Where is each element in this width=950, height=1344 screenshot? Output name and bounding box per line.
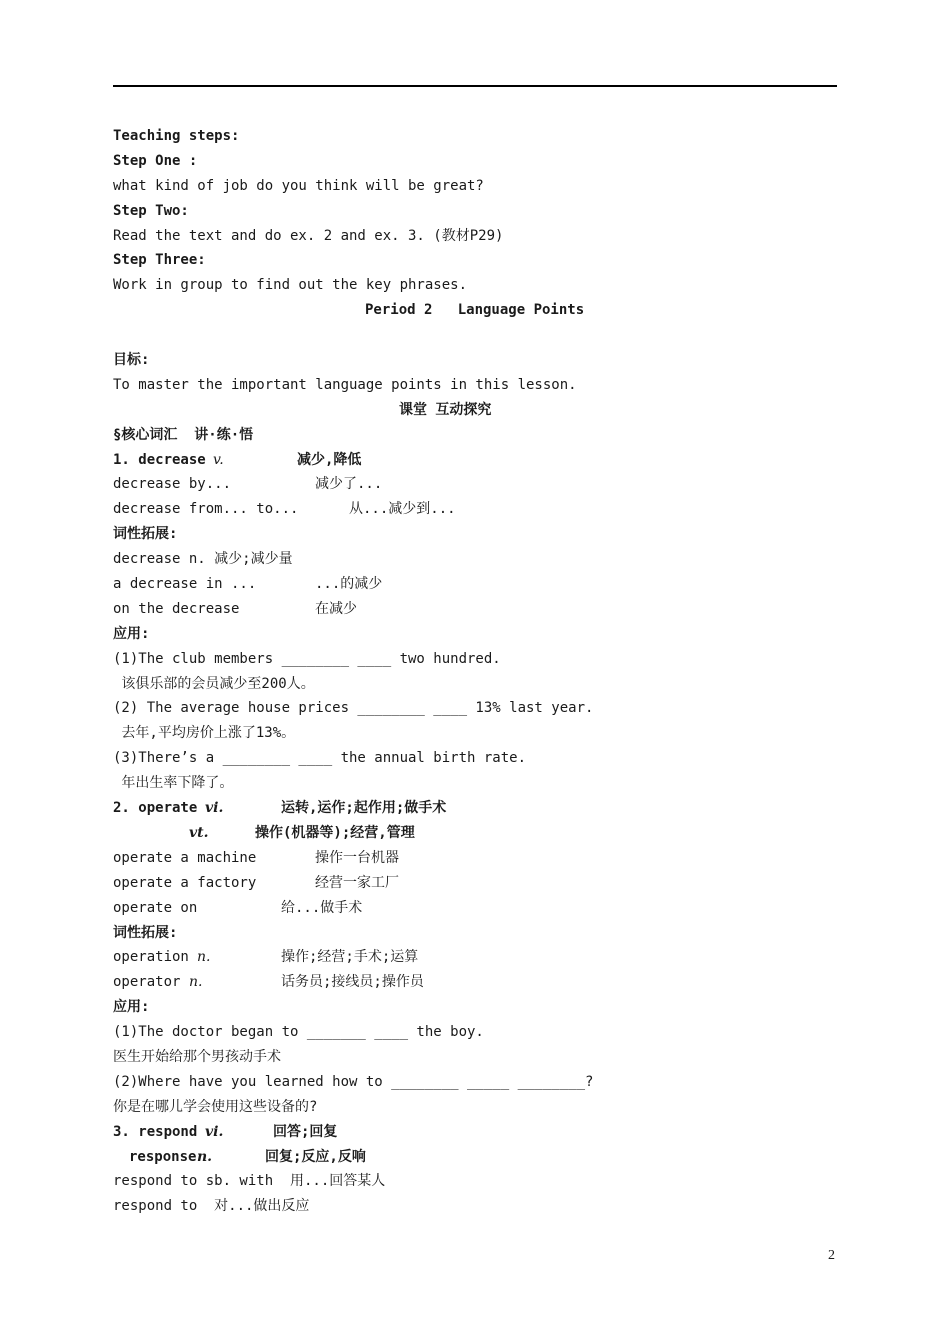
phrase-row	[113, 472, 853, 497]
phrase-cn: 减少了...	[315, 476, 383, 493]
step-one-text: what kind of job do you think will be great?	[113, 177, 484, 194]
phrase-row	[113, 597, 853, 622]
phrase-pos: n.	[197, 949, 211, 966]
phrase-line: respond to 对...做出反应	[113, 1198, 310, 1215]
phrase-row	[113, 871, 853, 896]
phrase-en: operator	[113, 974, 181, 991]
exercise-translation: 该俱乐部的会员减少至200人。	[113, 675, 315, 692]
phrase-cn: 在减少	[315, 600, 357, 617]
period-title: Period 2 Language Points	[365, 302, 585, 319]
phrase-en: decrease from... to...	[113, 501, 299, 518]
section-title: 课堂 互动探究	[399, 401, 492, 418]
step-two-label: Step Two:	[113, 202, 189, 219]
phrase-en: decrease by...	[113, 476, 232, 493]
step-three-label: Step Three:	[113, 252, 206, 269]
exercise-line: (2) The average house prices ________ ____ 13% last year.	[113, 700, 594, 717]
phrase-cn: 操作;经营;手术;运算	[281, 949, 419, 966]
phrase-cn: 话务员;接线员;操作员	[281, 974, 424, 991]
phrase-cn: ...的减少	[315, 576, 383, 593]
exercise-translation: 医生开始给那个男孩动手术	[113, 1048, 281, 1065]
phrase-row	[113, 497, 853, 522]
phrase-en: a decrease in ...	[113, 576, 257, 593]
page-number: 2	[828, 1248, 835, 1263]
phrase-row	[113, 970, 853, 995]
teaching-steps-heading: Teaching steps:	[113, 128, 240, 144]
phrase-line: respond to sb. with 用...回答某人	[113, 1173, 386, 1190]
phrase-row	[113, 945, 853, 970]
exercise-line: (3)There’s a ________ ____ the annual birth rate.	[113, 750, 527, 767]
step-three-text: Work in group to find out the key phrases.	[113, 277, 468, 294]
document-body	[113, 124, 853, 1219]
word-operate-meaning2: 操作(机器等);经营,管理	[255, 824, 415, 841]
word-decrease-meaning: 减少,降低	[297, 451, 362, 468]
extension-line: decrease n. 减少;减少量	[113, 551, 293, 568]
exercise-translation: 去年,平均房价上涨了13%。	[113, 725, 296, 742]
phrase-en: operate a machine	[113, 849, 257, 866]
phrase-cn: 从...减少到...	[349, 501, 456, 518]
word-decrease-pos: v.	[213, 451, 224, 468]
word-response-meaning: 回复;反应,反响	[265, 1148, 366, 1165]
application-label: 应用:	[113, 625, 150, 642]
exercise-line: (2)Where have you learned how to ________ _____ ________?	[113, 1073, 594, 1090]
extension-label: 词性拓展:	[113, 924, 178, 941]
word-operate-pos2: vt.	[189, 824, 209, 841]
word-response-pos: n.	[197, 1148, 213, 1165]
word-operate-heading	[113, 796, 853, 821]
phrase-en: operate a factory	[113, 874, 257, 891]
exercise-translation: 年出生率下降了。	[113, 775, 234, 792]
word-operate-pos: vi.	[205, 800, 224, 817]
step-one-label: Step One :	[113, 152, 198, 169]
application-label: 应用:	[113, 999, 150, 1016]
word-operate-vt	[113, 821, 853, 846]
extension-label: 词性拓展:	[113, 526, 178, 543]
word-respond: 3. respond	[113, 1123, 198, 1140]
phrase-cn: 经营一家工厂	[315, 874, 399, 891]
word-respond-meaning: 回答;回复	[273, 1123, 338, 1140]
phrase-row	[113, 846, 853, 871]
phrase-cn: 给...做手术	[281, 899, 363, 916]
phrase-en: operation	[113, 949, 189, 966]
exercise-line: (1)The doctor began to _______ ____ the boy.	[113, 1024, 484, 1041]
blank-line	[113, 323, 853, 348]
section-subtitle: §核心词汇 讲·练·悟	[113, 426, 254, 443]
header-rule	[113, 85, 837, 87]
phrase-pos: n.	[189, 974, 203, 991]
word-decrease: 1. decrease	[113, 451, 206, 468]
goal-label: 目标:	[113, 352, 150, 369]
phrase-en: on the decrease	[113, 600, 240, 617]
goal-text: To master the important language points in this lesson.	[113, 376, 577, 393]
phrase-row	[113, 896, 853, 921]
step-two-text: Read the text and do ex. 2 and ex. 3. (教材P29)	[113, 227, 504, 244]
phrase-row	[113, 572, 853, 597]
exercise-translation: 你是在哪儿学会使用这些设备的?	[113, 1098, 318, 1115]
word-operate: 2. operate	[113, 800, 198, 817]
phrase-en: operate on	[113, 899, 198, 916]
word-response-heading	[113, 1145, 853, 1170]
word-decrease-heading	[113, 448, 853, 473]
word-response: response	[129, 1148, 197, 1165]
word-respond-pos: vi.	[205, 1123, 224, 1140]
word-operate-meaning: 运转,运作;起作用;做手术	[281, 800, 447, 817]
word-respond-heading	[113, 1120, 853, 1145]
phrase-cn: 操作一台机器	[315, 849, 399, 866]
exercise-line: (1)The club members ________ ____ two hundred.	[113, 650, 501, 667]
